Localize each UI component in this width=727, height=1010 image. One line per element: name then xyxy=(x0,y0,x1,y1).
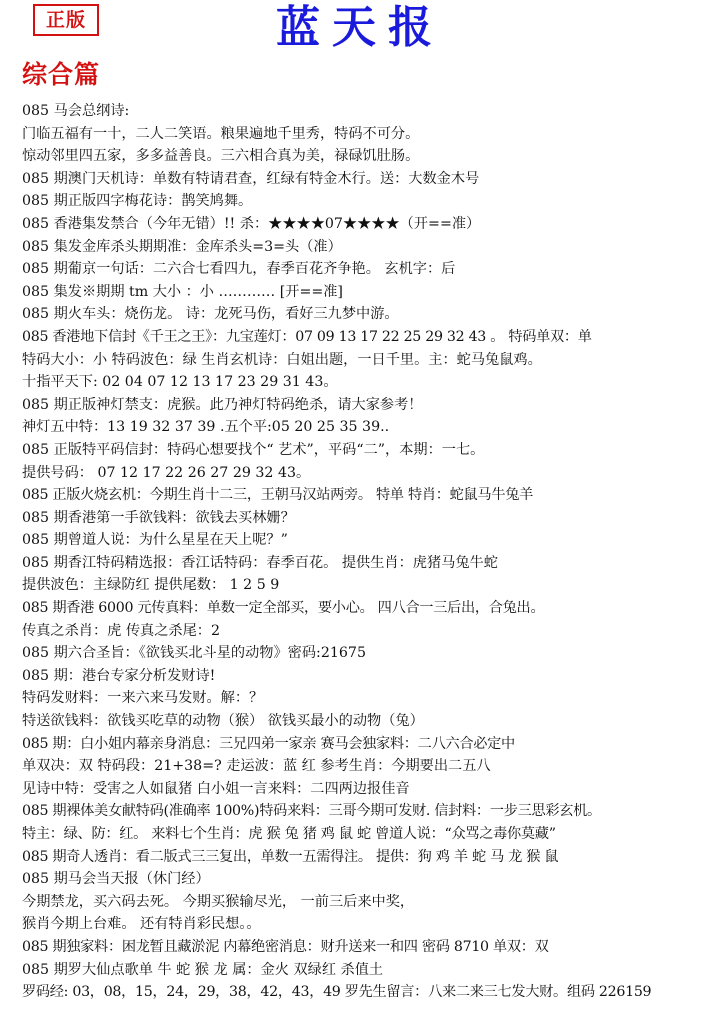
text-line: 085 期葡京一句话：二六合七看四九，春季百花齐争艳。 玄机字：后 xyxy=(22,261,456,278)
text-line: 085 正版火烧玄机：今期生肖十二三，王朝马汉站两旁。 特单 特肖：蛇鼠马牛兔羊 xyxy=(22,487,533,504)
text-line: 085 集发※期期 tm 大小 ：小 ………… [开==准] xyxy=(22,283,343,300)
text-line: 085 期马会当天报（休门经） xyxy=(22,871,210,888)
text-line: 085 期裸体美女献特码(准确率 100%)特码来料：三哥今期可发财. 信封料：一步三思彩玄机。 xyxy=(22,803,601,820)
section-heading: 综合篇 xyxy=(22,60,101,89)
text-line: 十指平天下: 02 04 07 12 13 17 23 29 31 43。 xyxy=(22,374,338,391)
text-line: 单双决：双 特码段：21+38=? 走运波：蓝 红 参考生肖：今期要出二五八 xyxy=(22,758,491,775)
text-line: 猴肖今期上台难。 还有特肖彩民想。。 xyxy=(22,916,261,933)
text-line: 085 香港集发禁合（今年无错）!! 杀：★★★★07★★★★（开==准） xyxy=(22,215,481,232)
text-line: 085 集发金库杀头期期准：金库杀头=3=头（准） xyxy=(22,238,342,255)
text-line: 085 期正版四字梅花诗：鹊笑鸠舞。 xyxy=(22,193,253,210)
text-line: 085 期奇人透肖：看二版式三三复出，单数一五需得注。 提供：狗 鸡 羊 蛇 马 龙 猴 鼠 xyxy=(22,848,559,865)
genuine-edition-badge: 正版 xyxy=(33,4,99,36)
text-line: 今期禁龙，买六码去死。 今期买猴输尽光， 一前三后来中奖， xyxy=(22,893,415,910)
text-line: 085 期罗大仙点歌单 牛 蛇 猴 龙 属：金火 双绿红 杀值土 xyxy=(22,961,384,978)
text-line: 085 期澳门天机诗：单数有特请君查，红绿有特金木行。送：大数金木号 xyxy=(22,170,480,187)
text-line: 085 正版特平码信封：特码心想要找个“ 艺术”，平码“二”，本期：一七。 xyxy=(22,441,485,458)
text-line: 085 期火车头：烧伤龙。 诗：龙死马伤，看好三九梦中游。 xyxy=(22,306,399,323)
text-line: 085 期香江特码精选报：香江话特码：春季百花。 提供生肖：虎猪马兔牛蛇 xyxy=(22,554,498,571)
text-line: 特送欲钱料：欲钱买吃草的动物（猴） 欲钱买最小的动物（兔） xyxy=(22,713,424,730)
text-line: 门临五福有一十，二人二笑语。粮果遍地千里秀，特码不可分。 xyxy=(22,125,420,142)
text-line: 见诗中特：受害之人如鼠猪 白小姐一言来料：二四两边报佳音 xyxy=(22,780,410,797)
content-body xyxy=(22,100,722,1004)
text-line: 传真之杀肖：虎 传真之杀尾：2 xyxy=(22,622,220,639)
newspaper-title: 蓝天报 xyxy=(276,2,444,53)
text-line: 提供号码： 07 12 17 22 26 27 29 32 43。 xyxy=(22,464,311,481)
text-line: 提供波色：主绿防红 提供尾数： 1 2 5 9 xyxy=(22,577,280,594)
text-line: 特码发财料：一来六来马发财。解：？ xyxy=(22,690,264,707)
text-line: 085 期正版神灯禁支：虎猴。此乃神灯特码绝杀，请大家参考！ xyxy=(22,396,423,413)
text-line: 特码大小：小 特码波色：绿 生肖玄机诗：白姐出题，一日千里。主：蛇马兔鼠鸡。 xyxy=(22,351,542,368)
text-line: 085 期曾道人说：为什么星星在天上呢？” xyxy=(22,532,288,549)
text-line: 085 期独家料：困龙暂且藏淤泥 内幕绝密消息：财升送来一和四 密码 8710 单双：双 xyxy=(22,938,549,955)
text-line: 惊动邻里四五家，多多益善良。三六相合真为美，禄碌饥肚肠。 xyxy=(22,148,420,165)
text-line: 085 期：白小姐内幕亲身消息：三兄四弟一家亲 赛马会独家料：二八六合必定中 xyxy=(22,735,515,752)
text-line: 085 期香港 6000 元传真料：单数一定全部买，要小心。 四八合一三后出，合兔出。 xyxy=(22,600,545,617)
text-line: 085 期香港第一手欲钱料：欲钱去买林姗？ xyxy=(22,509,295,526)
text-line: 085 香港地下信封《千王之王》：九宝莲灯：07 09 13 17 22 25 29 32 43 。 特码单双：单 xyxy=(22,328,592,345)
text-line: 085 期：港台专家分析发财诗! xyxy=(22,667,216,684)
text-line: 罗码经: 03，08，15，24，29，38，42，43，49 罗先生留言：八来二来三七发大财。组码 226159 xyxy=(22,984,652,1001)
text-line: 特主：绿、防：红。 来料七个生肖：虎 猴 兔 猪 鸡 鼠 蛇 曾道人说：“众骂之毒你莫藏” xyxy=(22,826,556,842)
text-line: 085 期六合圣旨：《欲钱买北斗星的动物》密码:21675 xyxy=(22,645,366,662)
page-header xyxy=(0,0,727,60)
text-line: 085 马会总纲诗: xyxy=(22,103,130,119)
text-line: 神灯五中特：13 19 32 37 39 .五个平:05 20 25 35 39.. xyxy=(22,419,390,436)
